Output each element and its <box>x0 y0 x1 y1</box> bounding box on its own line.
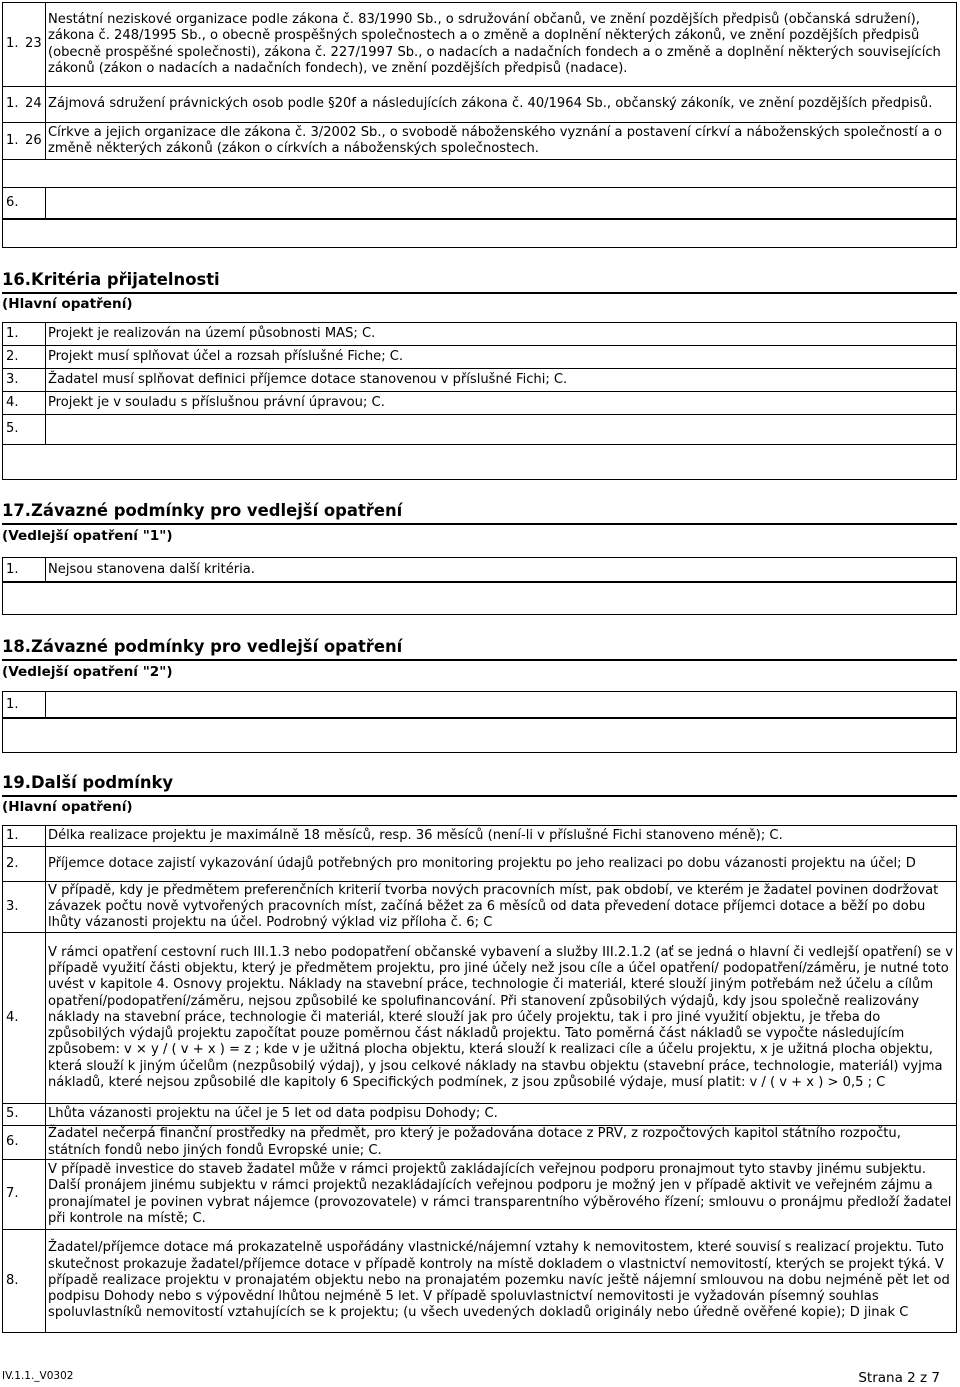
table-row <box>3 1230 957 1333</box>
section-19-subtitle: (Hlavní opatření) <box>2 799 133 815</box>
divider <box>2 659 957 661</box>
row-text: Žadatel musí splňovat definici příjemce dotace stanovenou v příslušné Fichi; C. <box>46 369 957 392</box>
row-number: 8. <box>3 1230 46 1333</box>
section-19-table <box>2 825 957 1333</box>
row-number: 4. <box>3 933 46 1104</box>
table-row <box>3 558 957 583</box>
table-row <box>3 3 957 87</box>
row-text: Projekt je v souladu s příslušnou právní úpravou; C. <box>46 392 957 415</box>
table-row <box>3 369 957 392</box>
row-number: 3. <box>3 369 46 392</box>
spacer <box>2 218 957 248</box>
row-text: Zájmová sdružení právnických osob podle §20f a následujících zákona č. 40/1964 Sb., občanský zákoník, ve znění pozdějších předpisů. <box>46 87 957 123</box>
table-row <box>3 346 957 369</box>
row-number: 7. <box>3 1160 46 1230</box>
section-16-table <box>2 322 957 445</box>
page-number: Strana 2 z 7 <box>858 1370 940 1386</box>
row-text <box>46 188 957 220</box>
row-text: Nestátní neziskové organizace podle zákona č. 83/1990 Sb., o sdružování občanů, ve znění pozdějších předpisů (občanská sdružení), zákona č. 248/1995 Sb., o obecně prospěšných společnostech a o změně a doplnění některých zákonů, ve znění pozdějších předpisů (obecně prospěšné společnosti), zákona č. 227/1997 Sb., o nadacích a nadačních fondech a o změně a doplnění některých souvisejících zákonů (zákon o nadacích a nadačních fondech), ve znění pozdějších předpisů (nadace). <box>46 3 957 87</box>
row-text <box>46 415 957 445</box>
divider <box>2 292 957 294</box>
table-row <box>3 692 957 719</box>
table-row <box>3 123 957 160</box>
table-row <box>3 933 957 1104</box>
row-number: 5. <box>3 415 46 445</box>
table-row <box>3 847 957 882</box>
row-number: 1. 24 <box>3 87 46 123</box>
row-text: Církve a jejich organizace dle zákona č. 3/2002 Sb., o svobodě náboženského vyznání a postavení církví a náboženských společností a o změně některých zákonů (zákon o církvích a náboženských společnostech. <box>46 123 957 160</box>
table-row <box>3 87 957 123</box>
table-row <box>3 882 957 933</box>
section-17-subtitle: (Vedlejší opatření "1") <box>2 528 173 544</box>
section-18-table <box>2 691 957 719</box>
row-text <box>46 692 957 719</box>
row-number: 2. <box>3 346 46 369</box>
row-text: Příjemce dotace zajistí vykazování údajů potřebných pro monitoring projektu po jeho realizaci po dobu vázanosti projektu na účel; D <box>46 847 957 882</box>
section-17-table <box>2 557 957 583</box>
section-16-title: 16.Kritéria přijatelnosti <box>2 270 220 289</box>
row-number: 5. <box>3 1104 46 1126</box>
row-text: Lhůta vázanosti projektu na účel je 5 let od data podpisu Dohody; C. <box>46 1104 957 1126</box>
row-text: Nejsou stanovena další kritéria. <box>46 558 957 583</box>
section-17-title: 17.Závazné podmínky pro vedlejší opatření <box>2 501 403 520</box>
spacer <box>2 717 957 753</box>
row-number: 3. <box>3 882 46 933</box>
row-number: 6. <box>3 188 46 220</box>
table-row <box>3 1104 957 1126</box>
row-number: 1. <box>3 323 46 346</box>
divider <box>2 523 957 525</box>
row-number: 6. <box>3 1126 46 1160</box>
row-number: 1. <box>3 558 46 583</box>
row-text: V případě, kdy je předmětem preferenčních kriterií tvorba nových pracovních míst, pak období, ve kterém je žadatel povinen dodržovat závazek počtu nově vytvořených pracovních míst, začíná běžet za 6 měsíců od data převedení dotace příjemci dotace a běží po dobu lhůty vázanosti projektu na účel. Podrobný výklad viz příloha č. 6; C <box>46 882 957 933</box>
section-16-subtitle: (Hlavní opatření) <box>2 296 133 312</box>
row-text: Projekt je realizován na území působnosti MAS; C. <box>46 323 957 346</box>
row-text: V rámci opatření cestovní ruch III.1.3 nebo podopatření občanské vybavení a služby III.2.1.2 (ať se jedná o hlavní či vedlejší opatření) se v případě využití části objektu, který je předmětem projektu, pro jiné účely než jsou cíle a účel opatření/ podopatření/záměru, je nutné toto uvést v kapitole 4. Osnovy projektu. Náklady na stavební práce, technologie či materiál, které slouží jiným potřebám než účelu a cílům opatření/podopatření/záměru, nejsou způsobilé ke spolufinancování. Při stanovení způsobilých výdajů, kdy jsou společně realizovány náklady na stavební práce, technologie či materiál, které slouží jak pro účely projektu, tak i pro jiné využití objektu, je třeba do způsobilých výdajů projektu započítat pouze poměrnou část nákladů projektu. Tato poměrná část nákladů se vypočte následujícím způsobem: v × y / ( v + x ) = z ; kde v je užitná plocha objektu, která slouží k realizaci cíle a účelu projektu, x je užitná plocha objektu, která slouží k jiným účelům (nezpůsobilý výdaj), y jsou celkové náklady na stavbu objektu (stavební práce, technologie, materiál) vyjma nákladů, které nejsou způsobilé dle kapitoly 6 Specifických podmínek, z jsou způsobilé výdaje, musí platit: v / ( v + x ) > 0,5 ; C <box>46 933 957 1104</box>
row-text: Projekt musí splňovat účel a rozsah příslušné Fiche; C. <box>46 346 957 369</box>
table-row <box>3 323 957 346</box>
table-row <box>3 826 957 847</box>
spacer <box>2 581 957 615</box>
row-text: V případě investice do staveb žadatel může v rámci projektů zakládajících veřejnou podporu pronajmout tyto stavby jinému subjektu. Další pronájem jinému subjektu v rámci projektů nezakládajících veřejnou podporu je možný jen v případě aktivit ve veřejném zájmu a pronajímatel je povinen vybrat nájemce (provozovatele) v rámci transparentního výběrového řízení; smlouvu o pronájmu předloží žadatel při kontrole na místě; C. <box>46 1160 957 1230</box>
row-number: 4. <box>3 392 46 415</box>
row-text: Žadatel nečerpá finanční prostředky na předmět, pro který je požadována dotace z PRV, z rozpočtových kapitol státního rozpočtu, státních fondů nebo jiných fondů Evropské unie; C. <box>46 1126 957 1160</box>
row-text: Délka realizace projektu je maximálně 18 měsíců, resp. 36 měsíců (není-li v příslušné Fichi stanoveno méně); C. <box>46 826 957 847</box>
legal-forms-table <box>2 2 957 220</box>
table-row <box>3 392 957 415</box>
row-text: Žadatel/příjemce dotace má prokazatelně uspořádány vlastnické/nájemní vztahy k nemovitostem, které souvisí s realizací projektu. Tuto skutečnost prokazuje žadatel/příjemce dotace v případě kontroly na místě dokladem o vlastnictví nemovitostí, kterých se projekt týká. V případě realizace projektu v pronajatém objektu nebo na pronajatém pozemku navíc ještě nájemní smlouvou na dobu nejméně pět let od podpisu Dohody nebo s výpovědní lhůtou nejméně 5 let. V případě spoluvlastnictví nemovitosti je vyžadován písemný souhlas spoluvlastníků nemovitostí vztahujících se k projektu; (u všech uvedených dokladů originály nebo úředně ověřené kopie); D jinak C <box>46 1230 957 1333</box>
spacer <box>2 444 957 480</box>
row-number: 1. 23 <box>3 3 46 87</box>
section-19-title: 19.Další podmínky <box>2 773 174 792</box>
table-row <box>3 1160 957 1230</box>
section-18-subtitle: (Vedlejší opatření "2") <box>2 664 173 680</box>
row-number: 1. 26 <box>3 123 46 160</box>
row-number: 1. <box>3 826 46 847</box>
table-row <box>3 188 957 220</box>
table-row <box>3 1126 957 1160</box>
document-code: IV.1.1._V0302 <box>2 1370 74 1382</box>
row-number: 1. <box>3 692 46 719</box>
divider <box>2 795 957 797</box>
table-row <box>3 415 957 445</box>
section-18-title: 18.Závazné podmínky pro vedlejší opatření <box>2 637 403 656</box>
row-number: 2. <box>3 847 46 882</box>
